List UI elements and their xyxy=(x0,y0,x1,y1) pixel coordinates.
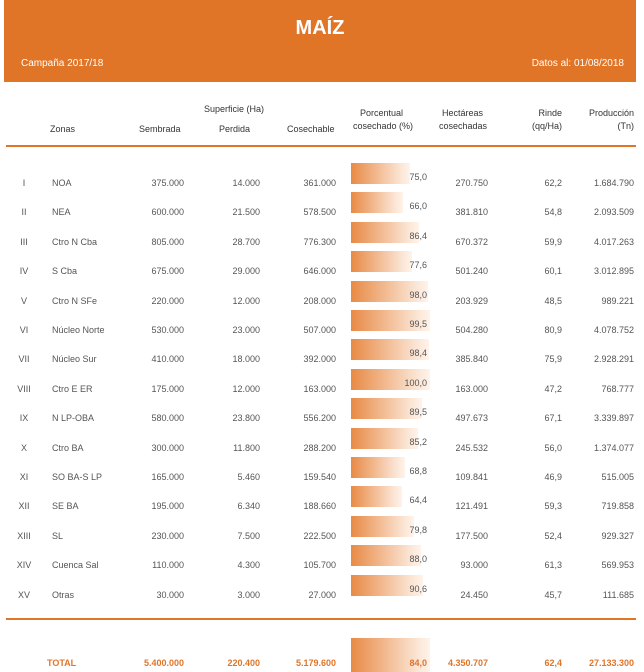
row-cosechable: 105.700 xyxy=(303,560,336,571)
row-produccion: 111.685 xyxy=(602,589,634,600)
row-number: VII xyxy=(18,354,30,365)
row-hectareas: 670.372 xyxy=(455,236,488,247)
row-hectareas: 93.000 xyxy=(460,560,488,571)
row-number: XV xyxy=(17,589,30,600)
header-rinde-1: Rinde xyxy=(538,108,562,118)
row-zona: N LP-OBA xyxy=(52,413,95,424)
row-hectareas: 109.841 xyxy=(455,472,488,482)
row-hectareas: 121.491 xyxy=(455,501,488,512)
row-sembrada: 110.000 xyxy=(152,560,184,571)
row-produccion: 768.777 xyxy=(601,383,634,394)
row-number: IX xyxy=(19,413,29,424)
row-rinde: 47,2 xyxy=(544,383,562,394)
row-produccion: 4.017.263 xyxy=(593,236,634,247)
row-produccion: 569.953 xyxy=(601,560,634,571)
row-sembrada: 220.000 xyxy=(151,295,184,306)
row-number: IV xyxy=(19,266,29,277)
row-perdida: 3.000 xyxy=(237,589,260,600)
row-produccion: 2.928.291 xyxy=(593,354,634,365)
row-percent: 85,2 xyxy=(409,436,427,447)
row-percent: 89,5 xyxy=(409,407,427,418)
header-zonas: Zonas xyxy=(50,124,76,134)
row-sembrada: 530.000 xyxy=(151,325,184,335)
row-cosechable: 288.200 xyxy=(303,442,336,453)
row-number: X xyxy=(20,442,27,453)
row-perdida: 14.000 xyxy=(232,178,260,188)
row-number: V xyxy=(20,295,27,306)
row-sembrada: 300.000 xyxy=(151,442,184,453)
row-rinde: 61,3 xyxy=(544,560,562,571)
row-produccion: 1.684.790 xyxy=(593,178,634,188)
row-sembrada: 375.000 xyxy=(151,178,184,188)
row-rinde: 80,9 xyxy=(544,325,562,335)
header-superficie: Superficie (Ha) xyxy=(204,104,265,114)
row-cosechable: 776.300 xyxy=(303,236,336,247)
row-cosechable: 392.000 xyxy=(303,354,336,365)
row-hectareas: 497.673 xyxy=(455,413,488,424)
row-cosechable: 361.000 xyxy=(303,178,336,188)
row-hectareas: 385.840 xyxy=(455,354,488,365)
row-cosechable: 163.000 xyxy=(303,383,336,394)
header-divider xyxy=(6,145,636,147)
row-percent: 79,8 xyxy=(409,524,427,535)
row-zona: SE BA xyxy=(52,501,79,512)
total-cosechable: 5.179.600 xyxy=(295,658,336,668)
row-cosechable: 27.000 xyxy=(308,589,336,600)
row-percent: 98,4 xyxy=(409,348,427,359)
total-sembrada: 5.400.000 xyxy=(143,658,184,668)
data-date-label: Datos al: 01/08/2018 xyxy=(531,58,624,69)
row-produccion: 3.012.895 xyxy=(593,266,634,277)
title-banner xyxy=(4,0,636,82)
row-zona: SL xyxy=(52,530,64,541)
row-percent: 100,0 xyxy=(404,377,427,388)
row-rinde: 62,2 xyxy=(544,178,562,188)
total-produccion: 27.133.300 xyxy=(588,658,634,668)
row-zona: S Cba xyxy=(52,266,78,277)
row-perdida: 18.000 xyxy=(232,354,260,365)
row-zona: Núcleo Norte xyxy=(52,325,105,335)
row-hectareas: 504.280 xyxy=(455,325,488,335)
total-perdida: 220.400 xyxy=(227,658,260,668)
row-perdida: 23.000 xyxy=(232,325,260,335)
page-title: MAÍZ xyxy=(295,17,345,39)
row-cosechable: 159.540 xyxy=(303,472,336,482)
row-perdida: 4.300 xyxy=(237,560,260,571)
row-rinde: 46,9 xyxy=(544,472,562,482)
row-hectareas: 270.750 xyxy=(455,178,488,188)
row-rinde: 67,1 xyxy=(544,413,562,424)
row-percent: 99,5 xyxy=(409,319,427,329)
total-divider xyxy=(6,618,636,620)
row-cosechable: 188.660 xyxy=(303,501,336,512)
row-zona: Ctro BA xyxy=(52,442,84,453)
header-porcentual-1: Porcentual xyxy=(360,108,404,118)
row-number: III xyxy=(20,236,28,247)
row-percent: 98,0 xyxy=(409,289,427,300)
row-zona: NEA xyxy=(52,207,71,218)
row-number: XII xyxy=(18,501,30,512)
row-percent: 86,4 xyxy=(409,230,427,241)
row-sembrada: 165.000 xyxy=(151,472,184,482)
row-number: XIV xyxy=(16,560,32,571)
row-hectareas: 245.532 xyxy=(455,442,488,453)
row-sembrada: 195.000 xyxy=(151,501,184,512)
row-produccion: 719.858 xyxy=(601,501,634,512)
row-rinde: 59,3 xyxy=(544,501,562,512)
total-percent: 84,0 xyxy=(409,658,427,668)
row-zona: Ctro E ER xyxy=(52,383,93,394)
row-percent: 75,0 xyxy=(409,172,427,182)
row-sembrada: 30.000 xyxy=(156,589,184,600)
row-sembrada: 410.000 xyxy=(151,354,184,365)
row-perdida: 7.500 xyxy=(237,530,260,541)
row-perdida: 12.000 xyxy=(232,295,260,306)
header-porcentual-2: cosechado (%) xyxy=(353,121,414,131)
row-perdida: 28.700 xyxy=(232,236,260,247)
row-cosechable: 578.500 xyxy=(303,207,336,218)
header-produccion-2: (Tn) xyxy=(617,121,634,131)
row-rinde: 59,9 xyxy=(544,236,562,247)
row-rinde: 54,8 xyxy=(544,207,562,218)
row-hectareas: 177.500 xyxy=(455,530,488,541)
row-perdida: 12.000 xyxy=(232,383,260,394)
header-sembrada: Sembrada xyxy=(139,124,181,134)
total-hectareas: 4.350.707 xyxy=(447,658,488,668)
header-hectareas-2: cosechadas xyxy=(439,121,488,131)
row-rinde: 60,1 xyxy=(544,266,562,277)
row-perdida: 21.500 xyxy=(232,207,260,218)
row-hectareas: 381.810 xyxy=(455,207,488,218)
row-sembrada: 175.000 xyxy=(151,383,184,394)
row-zona: NOA xyxy=(52,178,72,188)
row-percent: 64,4 xyxy=(409,495,427,506)
row-produccion: 3.339.897 xyxy=(593,413,634,424)
row-sembrada: 230.000 xyxy=(151,530,184,541)
header-perdida: Perdida xyxy=(219,124,251,134)
row-percent: 90,6 xyxy=(409,583,427,594)
row-produccion: 929.327 xyxy=(601,530,634,541)
row-perdida: 23.800 xyxy=(232,413,260,424)
row-number: VIII xyxy=(17,383,31,394)
row-sembrada: 675.000 xyxy=(151,266,184,277)
row-percent: 77,6 xyxy=(409,260,427,271)
header-rinde-2: (qq/Ha) xyxy=(531,121,562,131)
row-sembrada: 805.000 xyxy=(151,236,184,247)
row-zona: Cuenca Sal xyxy=(52,560,99,571)
total-rinde: 62,4 xyxy=(544,658,562,668)
row-cosechable: 222.500 xyxy=(303,530,336,541)
row-number: XIII xyxy=(17,530,31,541)
row-produccion: 989.221 xyxy=(601,295,634,306)
total-label: TOTAL xyxy=(47,658,77,668)
campaign-label: Campaña 2017/18 xyxy=(21,58,104,69)
row-zona: Ctro N Cba xyxy=(52,236,98,247)
row-number: II xyxy=(21,207,27,218)
row-percent: 88,0 xyxy=(409,554,427,565)
row-produccion: 4.078.752 xyxy=(593,325,634,335)
row-perdida: 29.000 xyxy=(232,266,260,277)
row-rinde: 75,9 xyxy=(544,354,562,365)
row-zona: Ctro N SFe xyxy=(52,295,98,306)
row-cosechable: 556.200 xyxy=(303,413,336,424)
row-hectareas: 24.450 xyxy=(460,589,488,600)
row-cosechable: 646.000 xyxy=(303,266,336,277)
row-hectareas: 203.929 xyxy=(455,295,488,306)
row-rinde: 48,5 xyxy=(544,295,562,306)
row-zona: Núcleo Sur xyxy=(52,354,97,365)
row-sembrada: 600.000 xyxy=(151,207,184,218)
row-number: I xyxy=(22,178,26,188)
row-hectareas: 501.240 xyxy=(455,266,488,277)
row-number: XI xyxy=(19,472,29,482)
row-percent: 68,8 xyxy=(409,466,427,476)
row-hectareas: 163.000 xyxy=(455,383,488,394)
row-produccion: 515.005 xyxy=(601,472,634,482)
row-perdida: 6.340 xyxy=(237,501,260,512)
row-cosechable: 507.000 xyxy=(303,325,336,335)
header-produccion-1: Producción xyxy=(588,108,634,118)
row-produccion: 2.093.509 xyxy=(593,207,634,218)
header-hectareas-1: Hectáreas xyxy=(442,108,484,118)
row-perdida: 11.800 xyxy=(233,442,260,453)
row-rinde: 52,4 xyxy=(544,530,562,541)
row-rinde: 45,7 xyxy=(544,589,562,600)
row-sembrada: 580.000 xyxy=(151,413,184,424)
row-cosechable: 208.000 xyxy=(303,295,336,306)
row-rinde: 56,0 xyxy=(544,442,562,453)
row-percent: 66,0 xyxy=(409,201,427,212)
row-number: VI xyxy=(19,325,29,335)
header-cosechable: Cosechable xyxy=(287,124,335,134)
row-zona: SO BA-S LP xyxy=(52,472,103,482)
row-perdida: 5.460 xyxy=(237,472,260,482)
row-produccion: 1.374.077 xyxy=(593,442,634,453)
row-zona: Otras xyxy=(52,589,75,600)
